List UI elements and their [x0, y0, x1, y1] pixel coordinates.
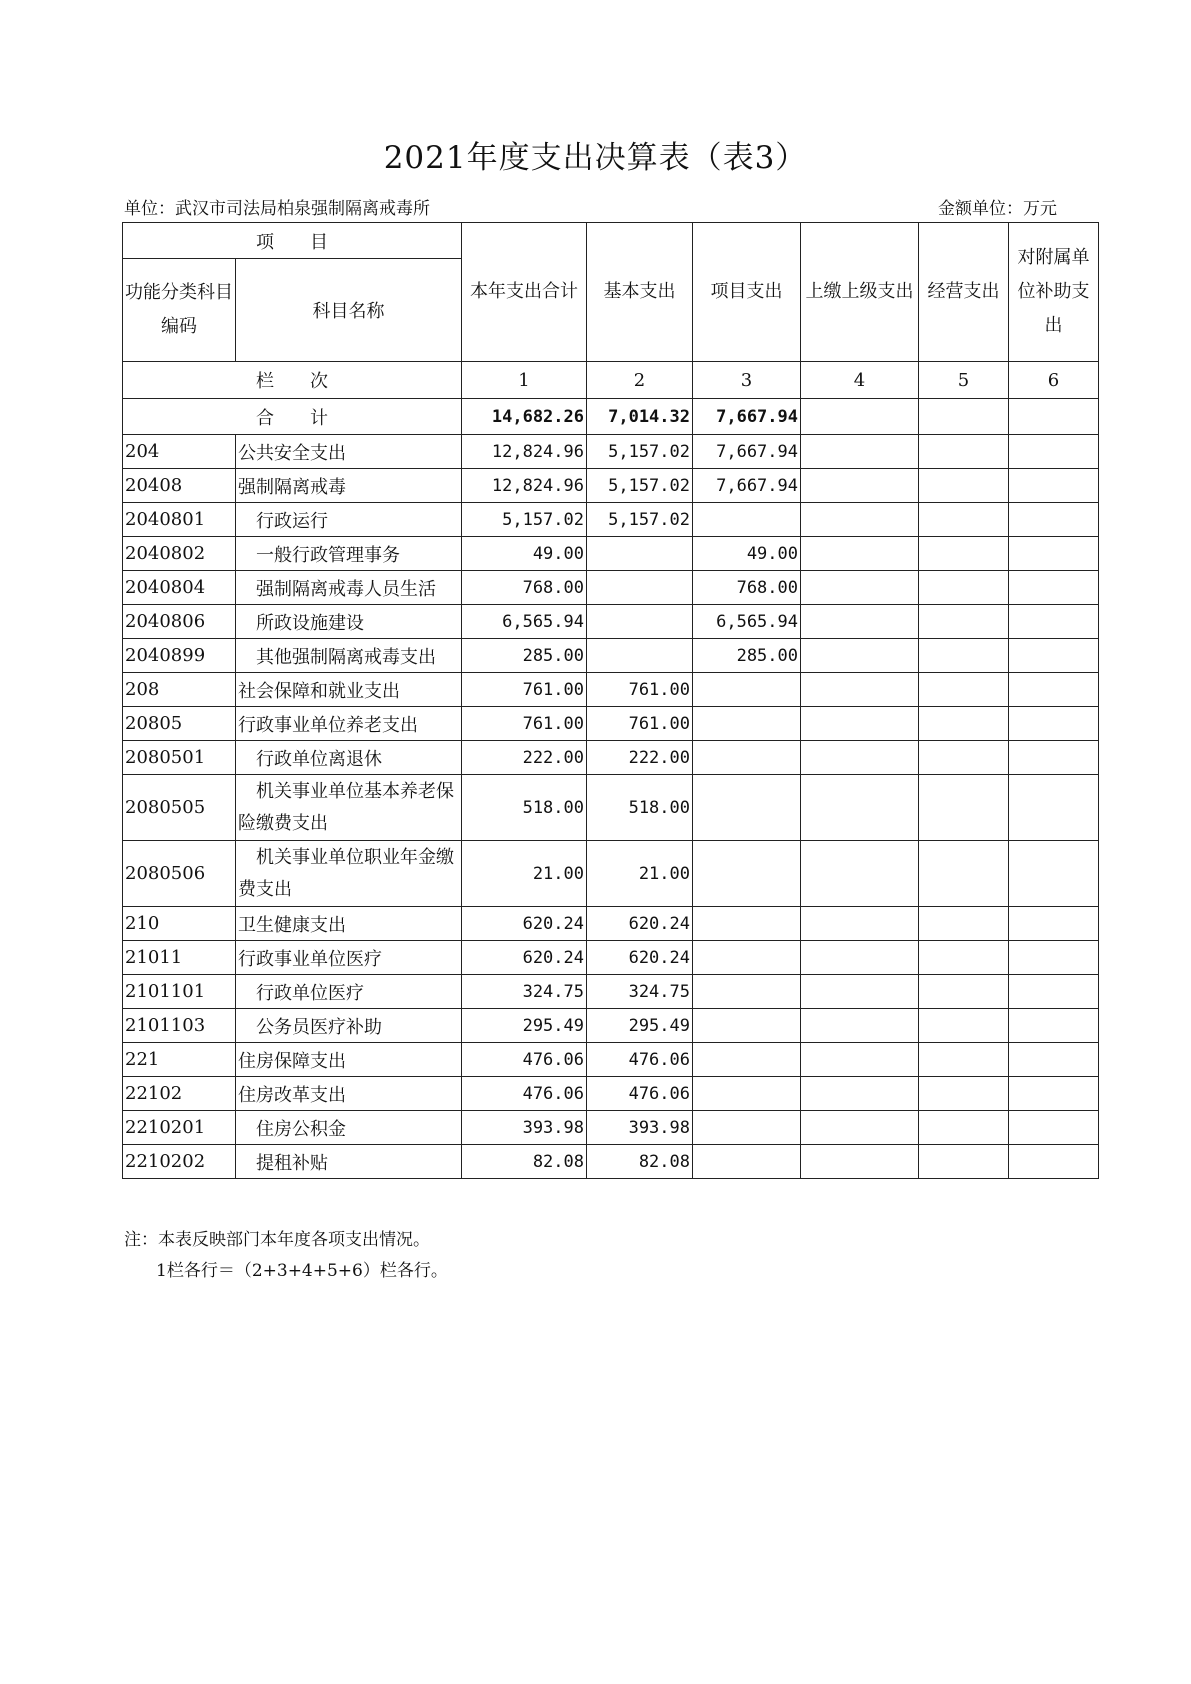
page-title: 2021年度支出决算表（表3） [383, 140, 808, 176]
row-value: 761.00 [462, 707, 587, 741]
header-col-5: 经营支出 [919, 223, 1009, 362]
row-value: 49.00 [462, 537, 587, 571]
row-value [919, 1145, 1009, 1179]
row-value [919, 841, 1009, 907]
row-value [1009, 605, 1099, 639]
table-row [123, 1077, 1099, 1111]
row-value: 768.00 [693, 571, 801, 605]
row-value: 620.24 [462, 941, 587, 975]
row-value [919, 605, 1009, 639]
row-value: 285.00 [693, 639, 801, 673]
row-name: 卫生健康支出 [236, 907, 462, 941]
table-row [123, 741, 1099, 775]
row-value [801, 841, 919, 907]
row-name: 强制隔离戒毒 [236, 469, 462, 503]
table-row [123, 1043, 1099, 1077]
row-value [919, 707, 1009, 741]
row-value [801, 1009, 919, 1043]
row-value: 768.00 [462, 571, 587, 605]
row-value: 7,667.94 [693, 435, 801, 469]
row-value [1009, 1043, 1099, 1077]
row-name: 公共安全支出 [236, 435, 462, 469]
row-value: 6,565.94 [693, 605, 801, 639]
total-value [919, 399, 1009, 435]
table-row [123, 435, 1099, 469]
row-value: 12,824.96 [462, 469, 587, 503]
table-row [123, 841, 1099, 907]
row-value [801, 1111, 919, 1145]
row-value [919, 571, 1009, 605]
row-value: 21.00 [587, 841, 693, 907]
row-name: 行政事业单位养老支出 [236, 707, 462, 741]
row-value [1009, 503, 1099, 537]
row-name: 行政运行 [236, 503, 462, 537]
footnote-2: 1栏各行＝（2+3+4+5+6）栏各行。 [156, 1261, 448, 1281]
row-value [919, 907, 1009, 941]
row-value [587, 537, 693, 571]
row-value: 5,157.02 [587, 435, 693, 469]
row-value [1009, 469, 1099, 503]
row-value: 620.24 [462, 907, 587, 941]
row-value [801, 469, 919, 503]
row-name: 行政单位离退休 [236, 741, 462, 775]
row-value [1009, 639, 1099, 673]
row-value [1009, 907, 1099, 941]
row-value [801, 775, 919, 841]
table-row [123, 1009, 1099, 1043]
row-value [801, 605, 919, 639]
row-value [1009, 537, 1099, 571]
row-value: 6,565.94 [462, 605, 587, 639]
header-col-3: 项目支出 [693, 223, 801, 362]
row-value: 620.24 [587, 907, 693, 941]
row-value: 295.49 [462, 1009, 587, 1043]
header-col-4: 上缴上级支出 [801, 223, 919, 362]
row-code: 2101103 [123, 1009, 236, 1043]
row-value [801, 571, 919, 605]
row-name: 机关事业单位职业年金缴费支出 [236, 841, 462, 907]
row-code: 2040804 [123, 571, 236, 605]
row-value [919, 775, 1009, 841]
table-row [123, 1111, 1099, 1145]
row-value [693, 775, 801, 841]
row-code: 2210201 [123, 1111, 236, 1145]
row-value [1009, 1009, 1099, 1043]
row-value [693, 503, 801, 537]
row-value: 518.00 [462, 775, 587, 841]
row-value: 518.00 [587, 775, 693, 841]
row-value [1009, 571, 1099, 605]
table-row [123, 941, 1099, 975]
row-value [919, 1043, 1009, 1077]
row-value [1009, 941, 1099, 975]
row-value [693, 1111, 801, 1145]
row-value: 82.08 [462, 1145, 587, 1179]
row-name: 住房保障支出 [236, 1043, 462, 1077]
col-num: 6 [1009, 362, 1099, 399]
row-value [801, 975, 919, 1009]
row-value [693, 1145, 801, 1179]
table-row [123, 1145, 1099, 1179]
row-value: 295.49 [587, 1009, 693, 1043]
row-value: 12,824.96 [462, 435, 587, 469]
row-value: 393.98 [587, 1111, 693, 1145]
table-row [123, 707, 1099, 741]
row-value [919, 741, 1009, 775]
row-code: 21011 [123, 941, 236, 975]
row-value: 620.24 [587, 941, 693, 975]
row-code: 204 [123, 435, 236, 469]
row-value: 21.00 [462, 841, 587, 907]
row-value [1009, 841, 1099, 907]
row-value [693, 907, 801, 941]
row-value [1009, 775, 1099, 841]
row-value [1009, 1111, 1099, 1145]
row-value [919, 673, 1009, 707]
row-code: 221 [123, 1043, 236, 1077]
row-value [919, 975, 1009, 1009]
expenditure-table [122, 222, 1099, 1179]
row-code: 20805 [123, 707, 236, 741]
row-code: 2080501 [123, 741, 236, 775]
total-value: 7,014.32 [587, 399, 693, 435]
row-value: 222.00 [462, 741, 587, 775]
amount-unit-label: 金额单位：万元 [938, 199, 1057, 219]
row-value [919, 1077, 1009, 1111]
row-value [919, 941, 1009, 975]
row-value [801, 741, 919, 775]
row-value [693, 941, 801, 975]
col-num: 1 [462, 362, 587, 399]
row-value [1009, 435, 1099, 469]
row-value [919, 435, 1009, 469]
row-value: 5,157.02 [462, 503, 587, 537]
table-row [123, 503, 1099, 537]
row-code: 210 [123, 907, 236, 941]
row-value: 222.00 [587, 741, 693, 775]
row-name: 机关事业单位基本养老保险缴费支出 [236, 775, 462, 841]
row-name: 社会保障和就业支出 [236, 673, 462, 707]
row-value [1009, 975, 1099, 1009]
header-item: 项 目 [123, 223, 462, 259]
row-value [801, 1145, 919, 1179]
row-value [1009, 707, 1099, 741]
row-value: 49.00 [693, 537, 801, 571]
row-value: 324.75 [462, 975, 587, 1009]
col-num: 2 [587, 362, 693, 399]
header-name: 科目名称 [236, 259, 462, 362]
row-value [801, 503, 919, 537]
row-code: 20408 [123, 469, 236, 503]
row-code: 208 [123, 673, 236, 707]
row-value [1009, 1145, 1099, 1179]
total-label: 合 计 [123, 399, 462, 435]
row-value [801, 673, 919, 707]
row-value: 761.00 [587, 673, 693, 707]
row-value [587, 639, 693, 673]
row-value [693, 841, 801, 907]
row-value [1009, 1077, 1099, 1111]
row-code: 2040899 [123, 639, 236, 673]
row-value [919, 537, 1009, 571]
row-value [693, 1009, 801, 1043]
row-value: 7,667.94 [693, 469, 801, 503]
col-num: 4 [801, 362, 919, 399]
row-value [693, 975, 801, 1009]
row-value [801, 435, 919, 469]
row-value [919, 1111, 1009, 1145]
row-value [587, 571, 693, 605]
row-value [801, 537, 919, 571]
row-name: 一般行政管理事务 [236, 537, 462, 571]
total-row [123, 399, 1099, 435]
table-row [123, 571, 1099, 605]
row-code: 2040802 [123, 537, 236, 571]
row-value [919, 639, 1009, 673]
row-value [801, 639, 919, 673]
unit-label: 单位：武汉市司法局柏泉强制隔离戒毒所 [124, 199, 430, 219]
row-value: 285.00 [462, 639, 587, 673]
row-value [693, 707, 801, 741]
row-name: 强制隔离戒毒人员生活 [236, 571, 462, 605]
row-value: 82.08 [587, 1145, 693, 1179]
row-value [919, 1009, 1009, 1043]
row-value [801, 707, 919, 741]
row-code: 2040806 [123, 605, 236, 639]
header-col-1: 本年支出合计 [462, 223, 587, 362]
row-value [693, 1043, 801, 1077]
row-code: 2210202 [123, 1145, 236, 1179]
row-value: 476.06 [587, 1043, 693, 1077]
lanci-label: 栏 次 [123, 362, 462, 399]
row-value: 476.06 [462, 1043, 587, 1077]
row-value [801, 941, 919, 975]
row-value [1009, 673, 1099, 707]
table-row [123, 775, 1099, 841]
row-value: 324.75 [587, 975, 693, 1009]
row-value [1009, 741, 1099, 775]
table-row [123, 975, 1099, 1009]
row-value [801, 1077, 919, 1111]
row-name: 住房改革支出 [236, 1077, 462, 1111]
row-value: 761.00 [462, 673, 587, 707]
row-value [693, 1077, 801, 1111]
row-value: 761.00 [587, 707, 693, 741]
row-value: 476.06 [587, 1077, 693, 1111]
row-code: 2080506 [123, 841, 236, 907]
row-value [693, 741, 801, 775]
row-code: 2101101 [123, 975, 236, 1009]
row-value [801, 1043, 919, 1077]
total-value [801, 399, 919, 435]
row-name: 行政事业单位医疗 [236, 941, 462, 975]
row-value: 5,157.02 [587, 503, 693, 537]
row-code: 2040801 [123, 503, 236, 537]
table-row [123, 537, 1099, 571]
footnote-1: 注：本表反映部门本年度各项支出情况。 [124, 1230, 430, 1250]
col-num: 5 [919, 362, 1009, 399]
header-col-2: 基本支出 [587, 223, 693, 362]
header-col-6: 对附属单位补助支出 [1009, 223, 1099, 362]
header-code: 功能分类科目编码 [123, 259, 236, 362]
table-row [123, 673, 1099, 707]
total-value [1009, 399, 1099, 435]
row-value: 393.98 [462, 1111, 587, 1145]
row-code: 2080505 [123, 775, 236, 841]
row-code: 22102 [123, 1077, 236, 1111]
row-value [587, 605, 693, 639]
row-value [919, 469, 1009, 503]
row-name: 行政单位医疗 [236, 975, 462, 1009]
table-row [123, 639, 1099, 673]
table-row [123, 605, 1099, 639]
table-row [123, 907, 1099, 941]
total-value: 14,682.26 [462, 399, 587, 435]
row-name: 其他强制隔离戒毒支出 [236, 639, 462, 673]
total-value: 7,667.94 [693, 399, 801, 435]
row-value: 5,157.02 [587, 469, 693, 503]
row-value [801, 907, 919, 941]
col-num: 3 [693, 362, 801, 399]
row-name: 提租补贴 [236, 1145, 462, 1179]
row-name: 所政设施建设 [236, 605, 462, 639]
row-value: 476.06 [462, 1077, 587, 1111]
row-value [919, 503, 1009, 537]
table-row [123, 469, 1099, 503]
row-value [693, 673, 801, 707]
row-name: 公务员医疗补助 [236, 1009, 462, 1043]
row-name: 住房公积金 [236, 1111, 462, 1145]
